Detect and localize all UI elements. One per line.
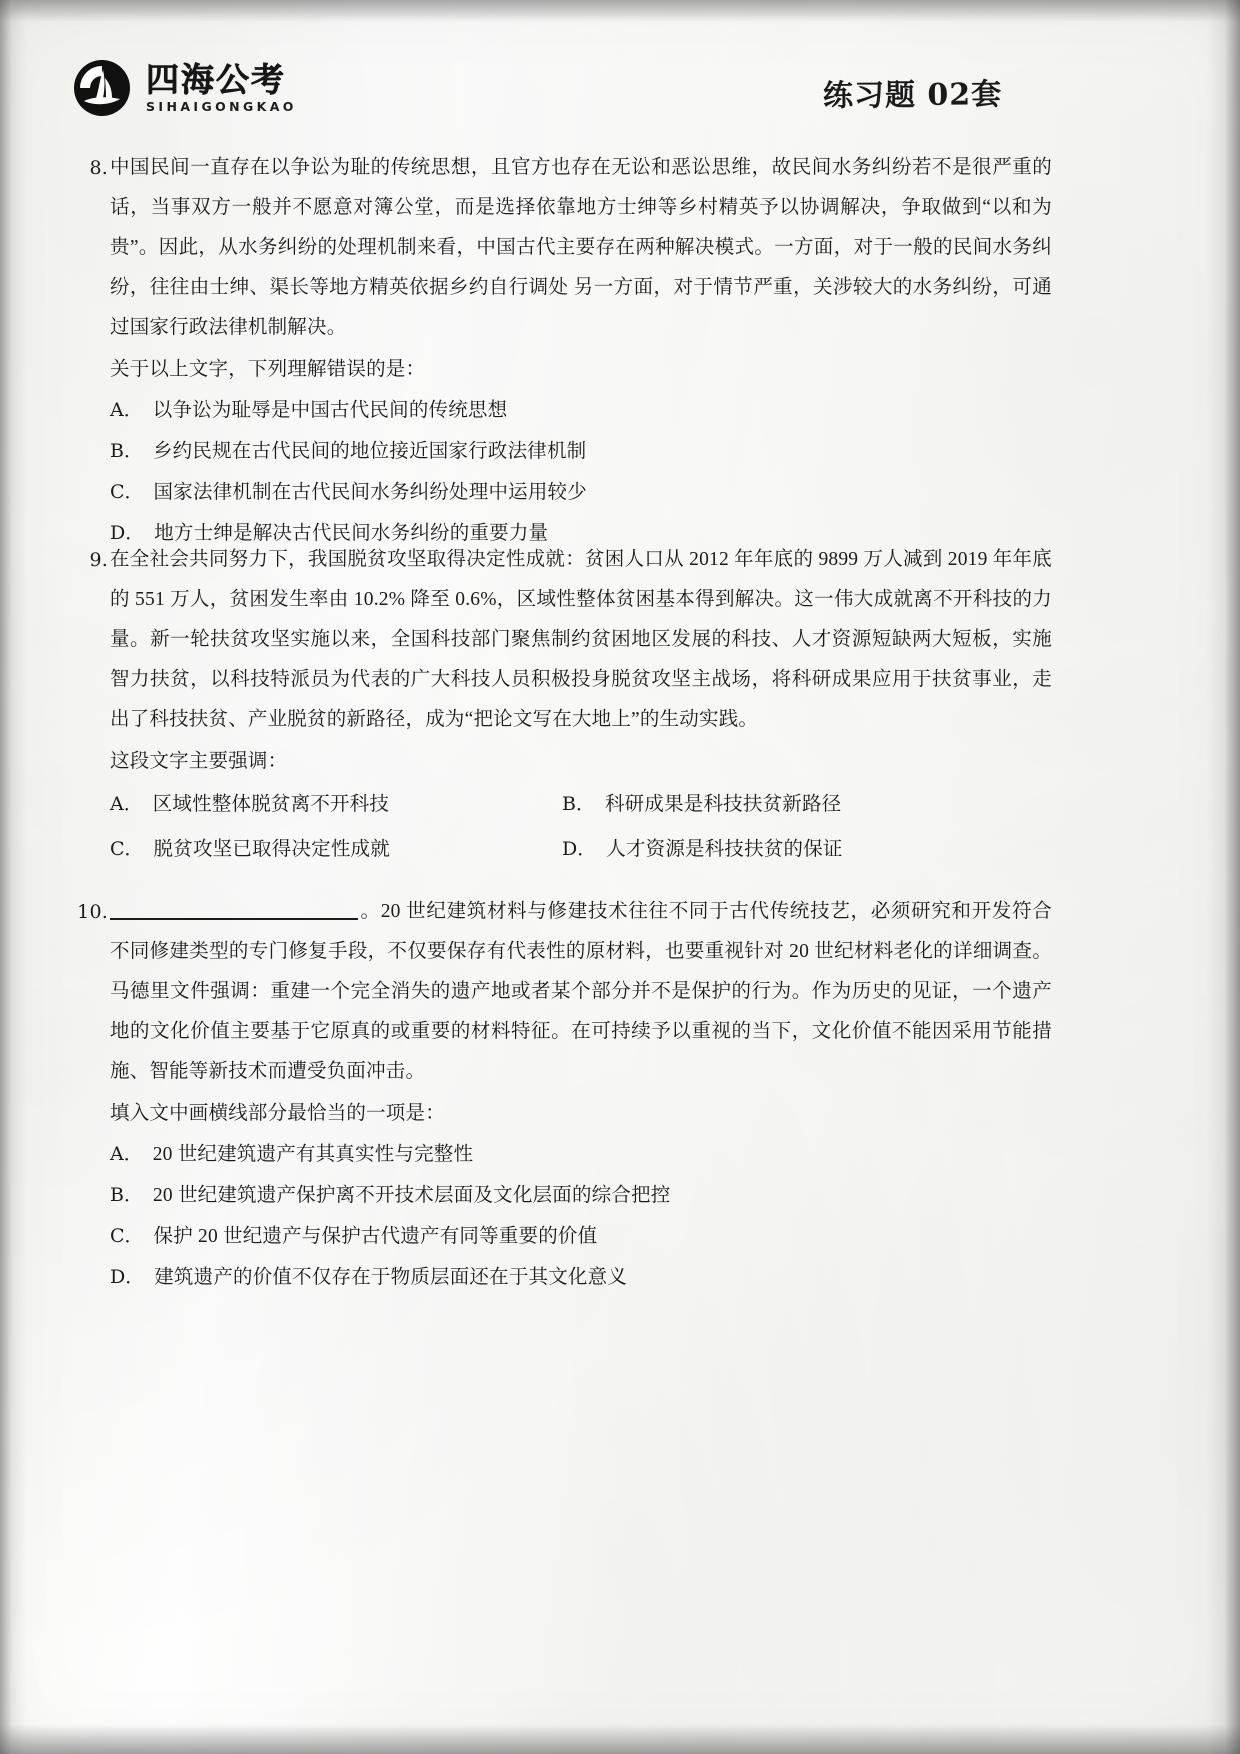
option-a[interactable] — [110, 390, 1052, 431]
question-block-10 — [0, 892, 1240, 1298]
question-passage: 。20 世纪建筑材料与修建技术往往不同于古代传统技艺，必须研究和开发符合不同修建类型的专门修复手段，不仅要保存有代表性的原材料，也要重视针对 20 世纪材料老化的详细调查。马德里文件强调：重建一个完全消失的遗产地或者某个部分并不是保护的行为。作为历史的见证，一个遗产地的文化价值主要基于它原真的或重要的材料特征。在可持续予以重视的当下，文化价值不能因采用节能措施、智能等新技术而遭受负面冲击。 — [110, 901, 1052, 1082]
option-text: 科研成果是科技扶贫新路径 — [604, 794, 842, 815]
option-b[interactable] — [110, 431, 1052, 472]
option-letter: D． — [110, 1266, 145, 1288]
scan-edge-bottom — [0, 1724, 1240, 1754]
question-prompt: 填入文中画横线部分最恰当的一项是： — [110, 1103, 445, 1124]
option-text: 脱贫攻坚已取得决定性成就 — [153, 839, 390, 860]
option-letter: A． — [110, 399, 143, 421]
option-list — [110, 1134, 1052, 1298]
question-prompt: 关于以上文字，下列理解错误的是： — [110, 359, 426, 380]
option-letter: C． — [110, 481, 144, 503]
option-c[interactable] — [110, 827, 562, 872]
question-number: 9. — [89, 549, 108, 571]
option-letter: B． — [110, 1184, 143, 1206]
question-block-8 — [0, 148, 1240, 554]
option-letter: B． — [110, 440, 143, 462]
option-a[interactable] — [110, 782, 562, 827]
page-title: 练习题 02套 — [822, 77, 1003, 114]
option-letter: D． — [110, 522, 145, 544]
option-c[interactable] — [110, 1216, 1052, 1257]
question-8 — [0, 148, 1240, 554]
option-text: 20 世纪建筑遗产有其真实性与完整性 — [152, 1144, 474, 1165]
brand-name-en: SIHAIGONGKAO — [146, 98, 297, 114]
option-letter: B． — [562, 793, 595, 815]
option-text: 建筑遗产的价值不仅存在于物质层面还在于其文化意义 — [154, 1267, 628, 1288]
option-b[interactable] — [110, 1175, 1052, 1216]
option-letter: C． — [110, 838, 144, 860]
option-text: 地方士绅是解决古代民间水务纠纷的重要力量 — [154, 523, 549, 544]
question-number: 10. — [77, 901, 108, 923]
option-list — [110, 782, 1052, 872]
fill-in-blank-line — [110, 896, 358, 920]
option-a[interactable] — [110, 1134, 1052, 1175]
option-letter: A． — [110, 1143, 143, 1165]
question-passage: 中国民间一直存在以争讼为耻的传统思想，且官方也存在无讼和恶讼思维，故民间水务纠纷若不是很严重的话，当事双方一般并不愿意对簿公堂，而是选择依靠地方士绅等乡村精英予以协调解决，争取做到“以和为贵”。因此，从水务纠纷的处理机制来看，中国古代主要存在两种解决模式。一方面，对于一般的民间水务纠纷，往往由士绅、渠长等地方精英依据乡约自行调处 另一方面，对于情节严重，关涉较大的水务纠纷，可通过国家行政法律机制解决。 — [110, 157, 1052, 338]
question-passage-wrapper — [110, 892, 1052, 1092]
option-letter: D． — [562, 838, 597, 860]
option-b[interactable] — [562, 782, 1052, 827]
question-block-9 — [0, 540, 1240, 872]
question-10 — [0, 892, 1240, 1298]
brand-name-cn: 四海公考 — [146, 59, 286, 99]
sailboat-circle-logo-icon — [72, 58, 132, 118]
option-text: 人才资源是科技扶贫的保证 — [606, 839, 843, 860]
option-d[interactable] — [110, 1257, 1052, 1298]
option-text: 20 世纪建筑遗产保护离不开技术层面及文化层面的综合把控 — [152, 1185, 671, 1206]
question-number: 8. — [89, 157, 108, 179]
option-letter: C． — [110, 1225, 144, 1247]
option-text: 以争讼为耻辱是中国古代民间的传统思想 — [152, 400, 508, 421]
option-letter: A． — [110, 793, 143, 815]
question-9 — [0, 540, 1240, 872]
brand-logo — [72, 58, 297, 118]
page-header — [0, 0, 1240, 132]
option-text: 国家法律机制在古代民间水务纠纷处理中运用较少 — [153, 482, 587, 503]
option-text: 乡约民规在古代民间的地位接近国家行政法律机制 — [152, 441, 587, 462]
option-c[interactable] — [110, 472, 1052, 513]
option-text: 保护 20 世纪遗产与保护古代遗产有同等重要的价值 — [153, 1226, 598, 1247]
question-passage: 在全社会共同努力下，我国脱贫攻坚取得决定性成就：贫困人口从 2012 年年底的 9899 万人减到 2019 年年底的 551 万人，贫困发生率由 10.2% 降至 0.6%，区域性整体贫困基本得到解决。这一伟大成就离不开科技的力量。新一轮扶贫攻坚实施以来，全国科技部门聚焦制约贫困地区发展的科技、人才资源短缺两大短板，实施智力扶贫，以科技特派员为代表的广大科技人员积极投身脱贫攻坚主战场，将科研成果应用于扶贫事业，走出了科技扶贫、产业脱贫的新路径，成为“把论文写在大地上”的生动实践。 — [110, 549, 1052, 730]
option-text: 区域性整体脱贫离不开科技 — [152, 794, 390, 815]
option-list — [110, 390, 1052, 554]
question-prompt: 这段文字主要强调： — [110, 751, 288, 772]
option-d[interactable] — [562, 827, 1052, 872]
brand-text — [146, 59, 297, 114]
